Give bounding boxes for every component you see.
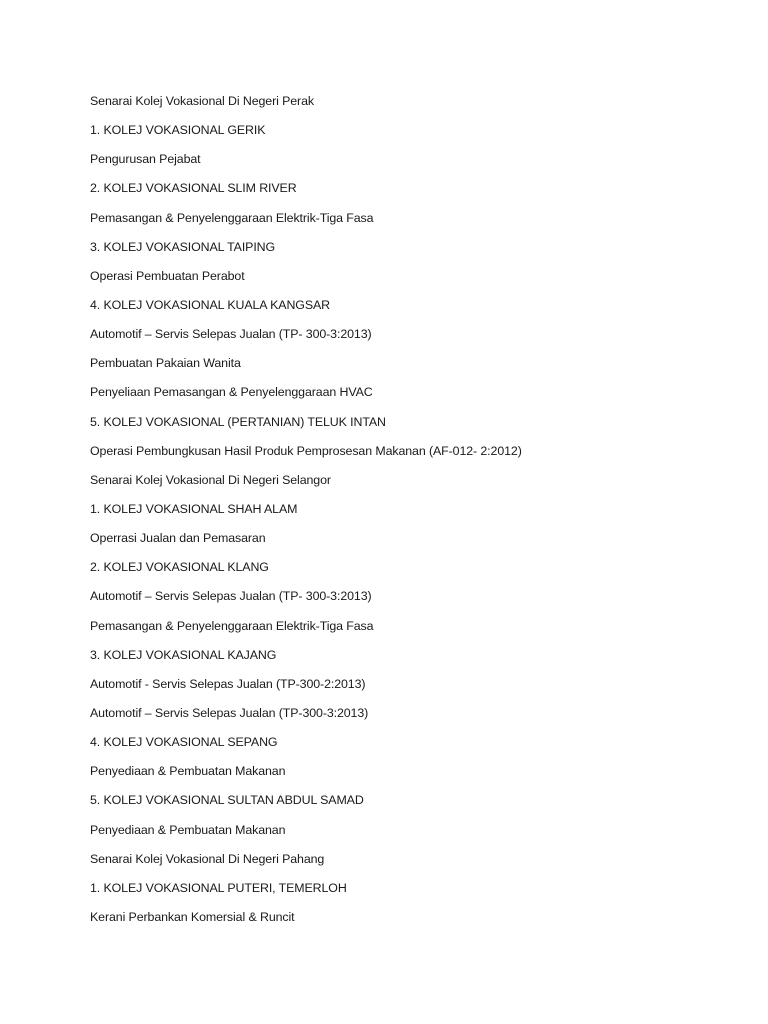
course-line: Penyediaan & Pembuatan Makanan [90,822,286,837]
college-shah-alam: 1. KOLEJ VOKASIONAL SHAH ALAM [90,501,298,516]
college-kajang: 3. KOLEJ VOKASIONAL KAJANG [90,647,277,662]
course-line: Operasi Pembungkusan Hasil Produk Pemprosesan Makanan (AF-012- 2:2012) [90,443,522,458]
course-line: Automotif – Servis Selepas Jualan (TP-300-3:2013) [90,705,369,720]
course-line: Penyediaan & Pembuatan Makanan [90,764,286,779]
college-kuala-kangsar: 4. KOLEJ VOKASIONAL KUALA KANGSAR [90,297,331,312]
college-klang: 2. KOLEJ VOKASIONAL KLANG [90,560,269,575]
heading-pahang: Senarai Kolej Vokasional Di Negeri Pahang [90,851,325,866]
course-line: Operasi Pembuatan Perabot [90,268,245,283]
heading-perak: Senarai Kolej Vokasional Di Negeri Perak [90,94,314,108]
college-puteri-temerloh: 1. KOLEJ VOKASIONAL PUTERI, TEMERLOH [90,880,347,895]
course-line: Pengurusan Pejabat [90,152,201,167]
course-line: Kerani Perbankan Komersial & Runcit [90,909,295,924]
college-sepang: 4. KOLEJ VOKASIONAL SEPANG [90,735,278,750]
course-line: Penyeliaan Pemasangan & Penyelenggaraan HVAC [90,385,373,400]
college-sultan-abdul-samad: 5. KOLEJ VOKASIONAL SULTAN ABDUL SAMAD [90,793,364,808]
course-line: Automotif – Servis Selepas Jualan (TP- 300-3:2013) [90,327,372,342]
course-line: Pembuatan Pakaian Wanita [90,356,241,371]
course-line: Automotif – Servis Selepas Jualan (TP- 300-3:2013) [90,589,372,604]
document-body [90,92,522,937]
course-line: Automotif - Servis Selepas Jualan (TP-300-2:2013) [90,676,366,691]
college-gerik: 1. KOLEJ VOKASIONAL GERIK [90,123,266,138]
course-line: Operrasi Jualan dan Pemasaran [90,531,266,546]
college-taiping: 3. KOLEJ VOKASIONAL TAIPING [90,239,276,254]
course-line: Pemasangan & Penyelenggaraan Elektrik-Tiga Fasa [90,210,374,225]
college-slim-river: 2. KOLEJ VOKASIONAL SLIM RIVER [90,181,297,196]
heading-selangor: Senarai Kolej Vokasional Di Negeri Selangor [90,472,331,487]
college-teluk-intan: 5. KOLEJ VOKASIONAL (PERTANIAN) TELUK INTAN [90,414,386,429]
course-line: Pemasangan & Penyelenggaraan Elektrik-Tiga Fasa [90,618,374,633]
